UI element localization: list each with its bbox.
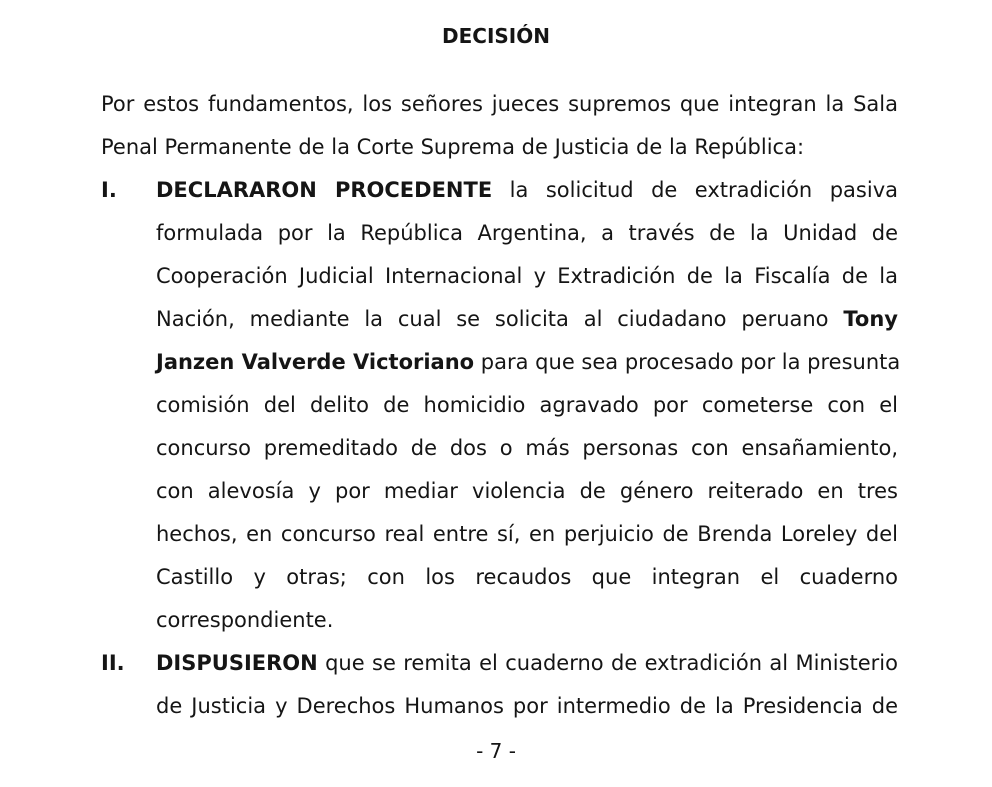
item-i-line-3: Cooperación Judicial Internacional y Extradición de la Fiscalía de la bbox=[156, 264, 898, 288]
item-i-keyword: DECLARARON PROCEDENTE bbox=[156, 178, 493, 202]
item-number-i: I. bbox=[101, 178, 117, 202]
section-heading: DECISIÓN bbox=[442, 24, 550, 48]
item-i-line-8: con alevosía y por mediar violencia de género reiterado en tres bbox=[156, 479, 898, 503]
person-name-part-2: Janzen Valverde Victoriano bbox=[156, 350, 475, 374]
person-name-part-1: Tony bbox=[843, 307, 898, 331]
item-ii-line-2: de Justicia y Derechos Humanos por intermedio de la Presidencia de bbox=[156, 694, 898, 718]
item-i-line-7: concurso premeditado de dos o más personas con ensañamiento, bbox=[156, 436, 898, 460]
item-ii-keyword: DISPUSIERON bbox=[156, 651, 318, 675]
item-number-ii: II. bbox=[101, 651, 125, 675]
item-ii-line-1-text: que se remita el cuaderno de extradición al Ministerio bbox=[325, 651, 898, 675]
item-i-line-1 bbox=[156, 175, 898, 205]
item-i-line-9: hechos, en concurso real entre sí, en perjuicio de Brenda Loreley del bbox=[156, 522, 898, 546]
page-number: - 7 - bbox=[476, 739, 516, 763]
item-i-line-4-text: Nación, mediante la cual se solicita al ciudadano peruano bbox=[156, 307, 829, 331]
item-i-line-4 bbox=[156, 304, 898, 334]
item-i-line-5-text: para que sea procesado por la presunta bbox=[480, 350, 901, 374]
item-ii-line-1 bbox=[156, 648, 898, 678]
intro-line-2: Penal Permanente de la Corte Suprema de Justicia de la República: bbox=[101, 135, 805, 159]
item-i-line-6: comisión del delito de homicidio agravado por cometerse con el bbox=[156, 393, 898, 417]
item-i-line-2: formulada por la República Argentina, a través de la Unidad de bbox=[156, 221, 898, 245]
item-i-line-5 bbox=[156, 347, 901, 377]
intro-line-1: Por estos fundamentos, los señores jueces supremos que integran la Sala bbox=[101, 92, 898, 116]
item-i-line-10: Castillo y otras; con los recaudos que integran el cuaderno bbox=[156, 565, 898, 589]
item-i-line-11: correspondiente. bbox=[156, 608, 334, 632]
item-i-line-1-text: la solicitud de extradición pasiva bbox=[509, 178, 898, 202]
